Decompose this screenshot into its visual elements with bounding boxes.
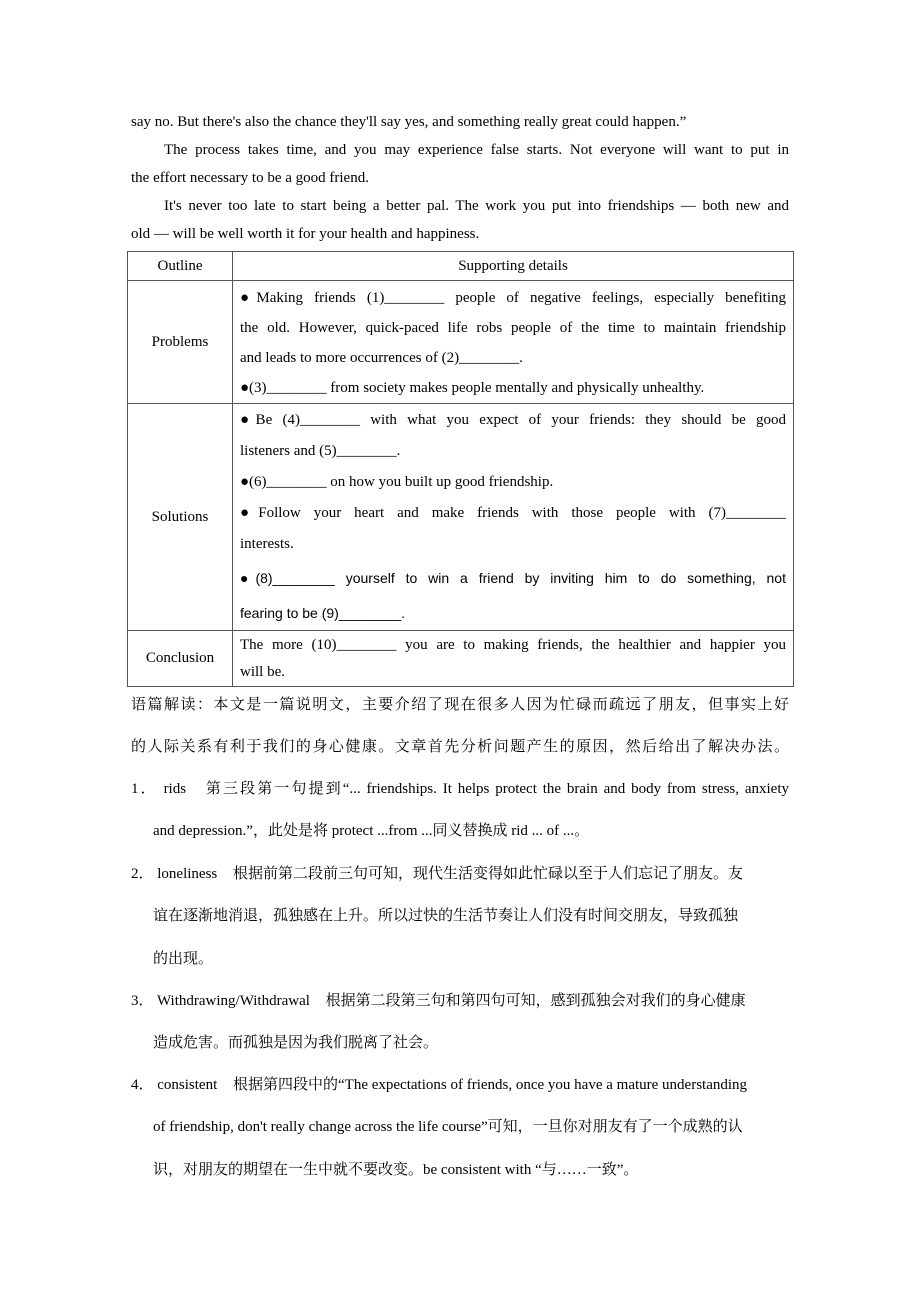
- detail-line: The more (10)________ you are to making friends, the healthier and happier you: [240, 636, 786, 653]
- passage-line-1: say no. But there's also the chance they'll say yes, and something really great could happen.”: [131, 114, 687, 130]
- row-label-solutions: Solutions: [128, 404, 233, 631]
- answer-4: [131, 1075, 747, 1095]
- row-details-solutions: [233, 404, 794, 631]
- detail-line: ●(3)________ from society makes people mentally and physically unhealthy.: [240, 380, 705, 396]
- detail-line: interests.: [240, 535, 294, 552]
- detail-line: ●Be (4)________ with what you expect of your friends: they should be good: [240, 411, 786, 428]
- answer-word: rids: [163, 781, 187, 797]
- detail-line: ●(8)________ yourself to win a friend by inviting him to do something, not: [240, 569, 786, 586]
- answer-number: 4．: [131, 1077, 154, 1093]
- answer-explanation: 根据前第二段前三句可知，现代生活变得如此忙碌以至于人们忘记了朋友。友: [233, 864, 744, 882]
- row-label-problems: Problems: [128, 281, 233, 404]
- table-row-problems: [128, 281, 794, 404]
- answer-2: [131, 863, 789, 884]
- detail-line: ●Making friends (1)________ people of negative feelings, especially benefiting: [240, 290, 786, 306]
- passage-line-3: the effort necessary to be a good friend.: [131, 170, 369, 186]
- outline-table: [127, 251, 794, 687]
- row-details-problems: [233, 281, 794, 404]
- header-supporting-details: Supporting details: [233, 252, 794, 281]
- header-outline: Outline: [128, 252, 233, 281]
- summary-line-2: 的人际关系有利于我们的身心健康。文章首先分析问题产生的原因，然后给出了解决办法。: [131, 737, 789, 755]
- detail-line: fearing to be (9)________.: [240, 604, 406, 621]
- answer-1: [131, 779, 789, 799]
- answer-3: [131, 990, 746, 1011]
- detail-line: the old. However, quick-paced life robs people of the time to maintain friendship: [240, 320, 786, 336]
- detail-line: ●Follow your heart and make friends with those people with (7)________: [240, 504, 786, 521]
- answer-explanation: 第三段第一句提到“... friendships. It helps protect the brain and body from stress, anxiety: [205, 781, 790, 797]
- answer-word: loneliness: [157, 866, 218, 882]
- answer-number: 3．: [131, 993, 154, 1009]
- table-row-conclusion: [128, 631, 794, 687]
- answer-1-cont: and depression.”，此处是将 protect ...from ...同义替换成 rid ... of ...。: [153, 823, 590, 839]
- answer-word: consistent: [157, 1077, 218, 1093]
- answer-4-cont: 识，对朋友的期望在一生中就不要改变。be consistent with “与……一致”。: [153, 1162, 639, 1178]
- passage-line-5: old — will be well worth it for your health and happiness.: [131, 226, 480, 242]
- answer-explanation: 根据第四段中的“The expectations of friends, once you have a mature understanding: [233, 1077, 748, 1093]
- answer-4-cont: of friendship, don't really change across the life course”可知，一旦你对朋友有了一个成熟的认: [153, 1119, 743, 1135]
- answer-2-cont: 谊在逐渐地消退，孤独感在上升。所以过快的生活节奏让人们没有时间交朋友，导致孤独: [153, 906, 739, 924]
- detail-line: ●(6)________ on how you built up good friendship.: [240, 473, 554, 490]
- answer-number: 1．: [131, 781, 158, 797]
- answer-2-cont: 的出现。: [153, 949, 214, 967]
- row-label-conclusion: Conclusion: [128, 631, 233, 687]
- passage-line-4: It's never too late to start being a better pal. The work you put into friendships — both new and: [164, 198, 789, 214]
- answer-word: Withdrawing/Withdrawal: [157, 993, 310, 1009]
- answer-number: 2．: [131, 866, 154, 882]
- passage-line-2: The process takes time, and you may experience false starts. Not everyone will want to put in: [164, 142, 789, 158]
- detail-line: listeners and (5)________.: [240, 442, 401, 459]
- summary-line-1: 语篇解读：本文是一篇说明文，主要介绍了现在很多人因为忙碌而疏远了朋友，但事实上好: [131, 695, 789, 713]
- table-row-solutions: [128, 404, 794, 631]
- detail-line: and leads to more occurrences of (2)________.: [240, 350, 523, 366]
- row-details-conclusion: [233, 631, 794, 687]
- answer-3-cont: 造成危害。而孤独是因为我们脱离了社会。: [153, 1033, 439, 1051]
- table-header-row: [128, 252, 794, 281]
- answer-explanation: 根据第二段第三句和第四句可知，感到孤独会对我们的身心健康: [325, 991, 746, 1009]
- detail-line: will be.: [240, 663, 285, 680]
